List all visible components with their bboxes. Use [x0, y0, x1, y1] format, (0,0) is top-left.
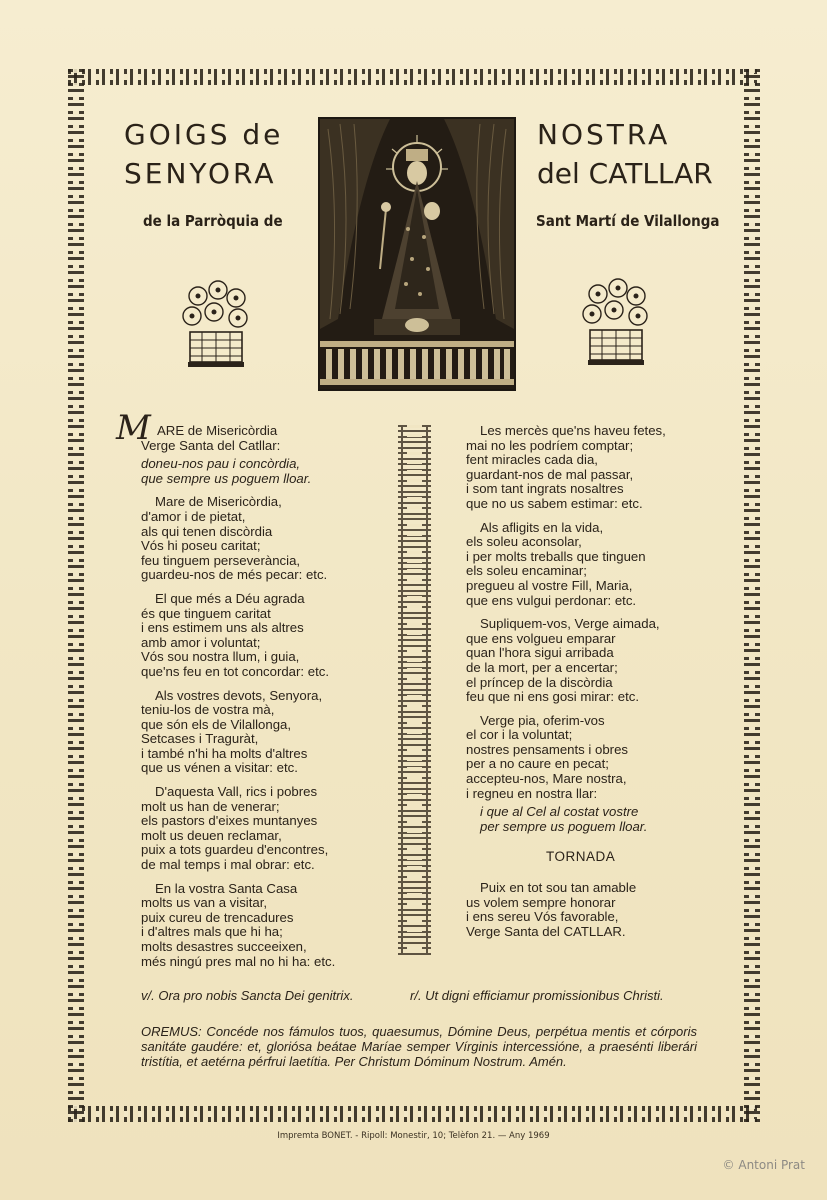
verse-line: Vós sou nostra llum, i guia, [141, 649, 300, 665]
verse-line: molts us van a visitar, [141, 895, 268, 911]
title-left-line1: GOIGS de [124, 118, 284, 151]
verse-line: Supliquem-vos, Verge aimada, [480, 616, 660, 632]
verse-line: guardeu-nos de més pecar: etc. [141, 567, 328, 583]
left-column-text [141, 424, 391, 978]
verse-line: Als afligits en la vida, [480, 519, 604, 535]
stanza-4 [141, 689, 391, 777]
verse-line: i d'altres mals que hi ha; [141, 924, 283, 940]
verse-line: amb amor i voluntat; [141, 634, 261, 650]
flower-basket-right-icon [578, 276, 654, 368]
verse-line: puix cureu de trencadures [141, 909, 294, 925]
verse-line: puix a tots guardeu d'encontres, [141, 842, 329, 858]
verse-line: Verge Santa del Catllar: [141, 437, 281, 453]
verse-line: d'amor i de pietat, [141, 508, 246, 524]
verse-line: guardant-nos de mal passar, [466, 466, 634, 482]
border-bottom [68, 1106, 760, 1122]
verse-line: que no us sabem estimar: etc. [466, 495, 643, 511]
title-right-line2: del CATLLAR [537, 157, 713, 190]
verse-line: teniu-los de vostra mà, [141, 702, 275, 718]
verse-line: és que tinguem caritat [141, 605, 271, 621]
verse-line: molt us han de venerar; [141, 798, 280, 814]
verse-line: mai no les podríem comptar; [466, 437, 634, 453]
flower-basket-left-icon [178, 278, 254, 370]
verse-line: accepteu-nos, Mare nostra, [466, 771, 627, 787]
printer-imprint: Impremta BONET. - Ripoll: Monestir, 10; Telèfon 21. — Any 1969 [277, 1131, 550, 1141]
verse-line: feu que ni ens gosi mirar: etc. [466, 689, 639, 705]
verse-line: els soleu aconsolar, [466, 534, 582, 550]
verse-line: molt us deuen reclamar, [141, 827, 282, 843]
verse-line: i ens estimem uns als altres [141, 620, 304, 636]
verse-line: i per molts treballs que tinguen [466, 548, 646, 564]
refrain-line: que sempre us poguem lloar. [141, 470, 312, 486]
verse-line: preguеu al vostre Fill, Maria, [466, 577, 633, 593]
stanza-7 [466, 424, 726, 512]
verse-line: que són els de Vilallonga, [141, 716, 292, 732]
stanza-10 [466, 714, 726, 835]
verse-line: i ens sereu Vós favorable, [466, 909, 619, 925]
verse-line: que'ns feu en tot concordar: etc. [141, 663, 329, 679]
verse-line: Verge Santa del CATLLAR. [466, 923, 626, 939]
verse-line: Vós hi poseu caritat; [141, 538, 261, 554]
title-right-line1: NOSTRA [537, 118, 671, 151]
verse-line: feu tinguem perseverància, [141, 552, 301, 568]
copyright-watermark: © Antoni Prat [722, 1158, 805, 1172]
border-right [744, 69, 760, 1122]
verse-line: El que més a Déu agrada [155, 590, 305, 606]
virgin-woodcut-image [318, 117, 516, 391]
stanza-9 [466, 617, 726, 705]
dropcap-letter: M [116, 408, 151, 448]
verse-line: als qui tenen discòrdia [141, 523, 273, 539]
response-text: r/. Ut digni efficiamur promissionibus Christi. [410, 988, 664, 1003]
verse-line: els pastors d'eixes muntanyes [141, 813, 318, 829]
verse-line: Les mercès que'ns haveu fetes, [480, 423, 666, 438]
right-column-text [466, 424, 726, 948]
verse-line: nostres pensaments i obres [466, 741, 628, 757]
border-left [68, 69, 84, 1122]
verse-line: Verge pia, oferim-vos [480, 712, 605, 728]
verse-line: de mal temps i mal obrar: etc. [141, 857, 315, 873]
verse-line: que ens volgueu emparar [466, 630, 616, 646]
verse-line: Mare de Misericòrdia, [155, 494, 282, 510]
title-left-line2: SENYORA [124, 157, 277, 190]
verse-line: fent miracles cada dia, [466, 452, 598, 468]
stanza-8 [466, 521, 726, 609]
verse-line: més ningú pres mal no hi ha: etc. [141, 953, 336, 969]
verse-line: D'aquesta Vall, rics i pobres [155, 784, 318, 800]
center-ornament-divider [398, 425, 431, 955]
verse-line: quan l'hora sigui arribada [466, 645, 614, 661]
verse-line: per a no caure en pecat; [466, 756, 609, 772]
stanza-3 [141, 592, 391, 680]
verse-line: i som tant ingrats nosaltres [466, 481, 624, 497]
stanza-2 [141, 495, 391, 583]
subtitle-left: de la Parròquia de [143, 212, 283, 230]
verse-line: que ens vulgui perdonar: etc. [466, 592, 637, 608]
verse-line: i també n'hi ha molts d'altres [141, 745, 308, 761]
verse-line: En la vostra Santa Casa [155, 880, 298, 896]
verse-line: el príncep de la discòrdia [466, 674, 613, 690]
verse-line: us volem sempre honorar [466, 894, 616, 910]
border-top [68, 69, 760, 85]
verse-line: molts desastres succeeixen, [141, 939, 307, 954]
verse-line: Puix en tot sou tan amable [480, 880, 637, 896]
verse-line: el cor i la voluntat; [466, 727, 573, 743]
stanza-5 [141, 785, 391, 873]
verse-line: Als vostres devots, Senyora, [155, 687, 323, 703]
stanza-6 [141, 882, 391, 970]
refrain-line: per sempre us poguem lloar. [480, 818, 648, 834]
versicle-text: v/. Ora pro nobis Sancta Dei genitrix. [141, 988, 354, 1003]
verse-line: Setcases i Traguràt, [141, 731, 259, 747]
stanza-1 [141, 424, 391, 486]
tornada-title: TORNADA [546, 849, 616, 865]
verse-line: que us vénen a visitar: etc. [141, 760, 298, 776]
verse-line: els soleu encaminar; [466, 563, 587, 579]
verse-line: ARE de Misericòrdia [157, 423, 278, 438]
oremus-prayer: OREMUS: Concéde nos fámulos tuos, quaesumus, Dómine Deus, perpétua mentis et córporis sanitáte gaudére: et, gloriósa beátae Maríae semper Vírginis intercessióne, a praesénti liberári tristítia, et aetérna pérfrui laetítia. Per Christum Dóminum Nostrum. Amén. [141, 1024, 697, 1070]
refrain-line: doneu-nos pau i concòrdia, [141, 456, 301, 472]
refrain-line: i que al Cel al costat vostre [480, 804, 639, 820]
verse-line: de la mort, per a encertar; [466, 659, 618, 675]
verse-line: i regneu en nostra llar: [466, 785, 598, 801]
tornada-stanza [466, 881, 726, 939]
subtitle-right: Sant Martí de Vilallonga [536, 212, 720, 230]
